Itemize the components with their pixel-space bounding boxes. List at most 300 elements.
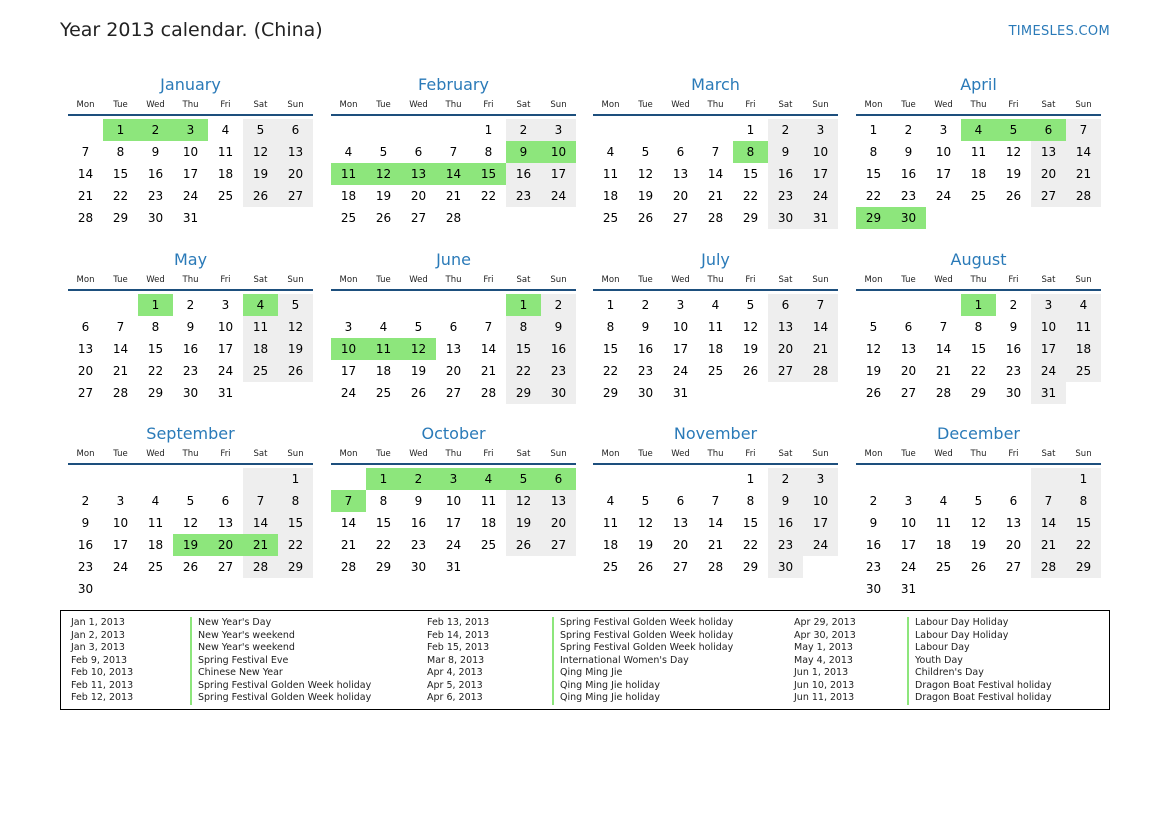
weekday-label: Sun [287, 99, 304, 110]
day-cell: 8 [278, 490, 313, 512]
holiday-day-cell: 8 [733, 141, 768, 163]
day-cell: 28 [803, 360, 838, 382]
day-cell: 31 [1031, 382, 1066, 404]
holiday-day-cell: 29 [856, 207, 891, 229]
day-cell: 26 [742, 364, 759, 378]
day-cell: 7 [484, 320, 493, 334]
day-cell: 22 [1066, 534, 1101, 556]
day-cell: 14 [77, 167, 94, 181]
weekday-label: Mon [864, 448, 883, 459]
page-title: Year 2013 calendar. (China) [60, 19, 323, 41]
holiday-day-cell: 1 [961, 294, 996, 316]
day-cell-empty [331, 294, 366, 316]
weekday-label: Fri [745, 448, 756, 459]
legend-date: May 1, 2013 [794, 642, 853, 653]
weekday-label: Thu [707, 448, 724, 459]
month-title: February [418, 75, 489, 94]
day-cell: 12 [637, 516, 654, 530]
day-cell: 5 [641, 494, 650, 508]
day-cell: 12 [970, 516, 987, 530]
day-cell: 23 [77, 560, 94, 574]
day-cell: 17 [112, 538, 129, 552]
day-grid [593, 291, 838, 404]
day-cell: 9 [768, 490, 803, 512]
day-cell: 9 [1009, 320, 1018, 334]
legend-holiday-name: Qing Ming Jie [552, 667, 622, 680]
day-cell: 7 [449, 145, 458, 159]
holiday-day-cell: 1 [506, 294, 541, 316]
day-cell: 21 [77, 189, 94, 203]
weekday-label: Wed [146, 99, 165, 110]
month-title: November [673, 424, 758, 443]
day-cell: 8 [746, 494, 755, 508]
legend-holiday-name: International Women's Day [552, 655, 689, 668]
day-cell: 27 [1005, 560, 1022, 574]
legend-holiday-name: Spring Festival Golden Week holiday [552, 642, 733, 655]
day-cell: 13 [672, 516, 689, 530]
month-october [331, 423, 576, 578]
day-cell-empty [593, 119, 628, 141]
day-cell-empty [628, 468, 663, 490]
day-cell: 26 [637, 560, 654, 574]
weekday-label: Sat [516, 448, 531, 459]
weekday-label: Thu [182, 274, 199, 285]
weekday-label: Sat [778, 99, 793, 110]
day-cell: 23 [768, 185, 803, 207]
day-cell: 24 [112, 560, 129, 574]
day-cell: 15 [375, 516, 392, 530]
day-cell: 11 [217, 145, 234, 159]
day-cell: 24 [803, 534, 838, 556]
month-august [856, 249, 1101, 404]
day-cell: 1 [746, 472, 755, 486]
day-grid [856, 465, 1101, 600]
day-cell: 9 [186, 320, 195, 334]
weekday-label: Thu [970, 274, 987, 285]
day-cell: 2 [541, 294, 576, 316]
day-cell: 19 [742, 342, 759, 356]
weekday-label: Thu [445, 448, 462, 459]
day-cell: 6 [676, 494, 685, 508]
day-cell: 24 [217, 364, 234, 378]
day-cell: 26 [410, 386, 427, 400]
day-cell-empty [856, 468, 891, 490]
weekday-label: Sun [812, 99, 829, 110]
day-cell: 25 [243, 360, 278, 382]
day-cell: 29 [147, 386, 164, 400]
weekday-label: Mon [864, 274, 883, 285]
day-cell: 3 [939, 123, 948, 137]
weekday-label: Fri [220, 274, 231, 285]
day-cell: 16 [768, 163, 803, 185]
day-cell: 8 [379, 494, 388, 508]
legend-holiday-name: Children's Day [907, 667, 984, 680]
day-cell-empty [1031, 468, 1066, 490]
weekday-header [593, 95, 838, 116]
legend-holiday-name: Qing Ming Jie holiday [552, 680, 660, 693]
day-cell: 12 [1005, 145, 1022, 159]
weekday-label: Sat [1041, 99, 1056, 110]
weekday-label: Wed [409, 99, 428, 110]
day-cell: 31 [217, 386, 234, 400]
legend-date: Feb 15, 2013 [427, 642, 490, 653]
day-cell: 6 [221, 494, 230, 508]
day-cell: 13 [1031, 141, 1066, 163]
weekday-label: Sun [550, 448, 567, 459]
day-cell: 26 [506, 534, 541, 556]
weekday-label: Thu [707, 99, 724, 110]
day-cell: 7 [939, 320, 948, 334]
day-cell-empty [366, 294, 401, 316]
day-cell-empty [103, 468, 138, 490]
weekday-header [331, 270, 576, 291]
day-cell: 1 [606, 298, 615, 312]
day-cell: 5 [414, 320, 423, 334]
weekday-label: Wed [934, 448, 953, 459]
day-cell: 27 [77, 386, 94, 400]
day-cell: 8 [606, 320, 615, 334]
site-link[interactable]: TIMESLES.COM [1008, 24, 1110, 39]
day-cell: 1 [869, 123, 878, 137]
weekday-label: Mon [601, 448, 620, 459]
day-cell: 16 [1005, 342, 1022, 356]
weekday-label: Tue [638, 448, 653, 459]
legend-date: Feb 11, 2013 [71, 679, 134, 691]
day-cell: 2 [506, 119, 541, 141]
day-cell: 20 [672, 538, 689, 552]
weekday-label: Thu [707, 274, 724, 285]
weekday-label: Tue [113, 99, 128, 110]
legend-holiday-name: New Year's weekend [190, 642, 295, 655]
weekday-label: Tue [901, 274, 916, 285]
day-cell: 2 [641, 298, 650, 312]
day-cell: 15 [742, 167, 759, 181]
day-cell: 16 [637, 342, 654, 356]
weekday-label: Tue [113, 274, 128, 285]
weekday-label: Fri [220, 448, 231, 459]
day-cell-empty [926, 294, 961, 316]
month-september [68, 423, 313, 600]
weekday-label: Fri [745, 99, 756, 110]
legend-date: Feb 14, 2013 [427, 629, 490, 641]
day-cell: 10 [935, 145, 952, 159]
day-cell: 13 [445, 342, 462, 356]
day-cell: 10 [445, 494, 462, 508]
holiday-day-cell: 30 [891, 207, 926, 229]
legend-date: Jun 11, 2013 [794, 692, 855, 703]
day-cell: 30 [768, 556, 803, 578]
weekday-header [856, 270, 1101, 291]
day-cell: 21 [340, 538, 357, 552]
day-cell: 9 [81, 516, 90, 530]
weekday-label: Thu [445, 274, 462, 285]
day-cell: 15 [147, 342, 164, 356]
day-cell: 27 [410, 211, 427, 225]
day-cell-empty [173, 468, 208, 490]
day-cell: 31 [803, 207, 838, 229]
day-cell: 16 [865, 538, 882, 552]
day-cell: 23 [1005, 364, 1022, 378]
weekday-label: Wed [934, 99, 953, 110]
weekday-label: Thu [182, 99, 199, 110]
day-cell: 17 [1031, 338, 1066, 360]
legend-date: Apr 29, 2013 [794, 617, 856, 628]
day-cell: 25 [147, 560, 164, 574]
day-cell: 4 [939, 494, 948, 508]
day-cell: 16 [77, 538, 94, 552]
weekday-label: Mon [601, 274, 620, 285]
day-cell-empty [243, 468, 278, 490]
weekday-label: Sat [1041, 448, 1056, 459]
day-cell-empty [856, 294, 891, 316]
weekday-label: Sun [287, 274, 304, 285]
day-cell: 11 [707, 320, 724, 334]
day-cell: 30 [768, 207, 803, 229]
day-cell: 12 [506, 490, 541, 512]
day-grid [331, 291, 576, 404]
day-cell: 24 [445, 538, 462, 552]
day-cell: 20 [410, 189, 427, 203]
day-cell: 11 [1066, 316, 1101, 338]
month-title: December [937, 424, 1020, 443]
weekday-label: Mon [76, 448, 95, 459]
month-title: April [960, 75, 997, 94]
day-cell: 6 [1009, 494, 1018, 508]
holiday-day-cell: 10 [541, 141, 576, 163]
month-title: May [173, 250, 208, 269]
day-cell: 13 [278, 141, 313, 163]
day-cell-empty [138, 468, 173, 490]
weekday-label: Tue [901, 448, 916, 459]
legend-date: Apr 5, 2013 [427, 679, 483, 691]
day-cell: 6 [278, 119, 313, 141]
day-cell: 5 [746, 298, 755, 312]
day-cell: 31 [182, 211, 199, 225]
day-cell-empty [331, 119, 366, 141]
day-cell: 4 [711, 298, 720, 312]
day-cell: 28 [77, 211, 94, 225]
month-title: October [421, 424, 486, 443]
day-cell: 23 [147, 189, 164, 203]
day-cell: 15 [865, 167, 882, 181]
holiday-day-cell: 13 [401, 163, 436, 185]
day-cell: 19 [506, 512, 541, 534]
holiday-day-cell: 9 [506, 141, 541, 163]
weekday-label: Wed [671, 99, 690, 110]
weekday-label: Sun [550, 99, 567, 110]
day-cell: 28 [935, 386, 952, 400]
day-cell: 18 [970, 167, 987, 181]
legend-date: Apr 6, 2013 [427, 692, 483, 703]
day-cell: 21 [707, 538, 724, 552]
day-cell: 18 [217, 167, 234, 181]
holiday-day-cell: 15 [471, 163, 506, 185]
day-cell: 15 [278, 512, 313, 534]
day-cell-empty [331, 468, 366, 490]
day-cell: 5 [243, 119, 278, 141]
day-cell: 28 [445, 211, 462, 225]
day-cell: 29 [506, 382, 541, 404]
day-cell: 27 [672, 560, 689, 574]
day-cell: 22 [480, 189, 497, 203]
day-cell: 29 [1066, 556, 1101, 578]
day-cell: 19 [865, 364, 882, 378]
day-cell: 20 [1031, 163, 1066, 185]
day-cell: 16 [768, 512, 803, 534]
day-cell: 24 [900, 560, 917, 574]
day-cell: 8 [484, 145, 493, 159]
month-title: September [146, 424, 235, 443]
weekday-label: Mon [601, 99, 620, 110]
day-cell-empty [436, 294, 471, 316]
day-cell: 10 [672, 320, 689, 334]
day-cell: 6 [676, 145, 685, 159]
weekday-header [593, 444, 838, 465]
month-december [856, 423, 1101, 600]
day-cell: 30 [410, 560, 427, 574]
legend-holiday-name: Spring Festival Golden Week holiday [190, 692, 371, 705]
day-cell: 13 [541, 490, 576, 512]
day-cell-empty [961, 468, 996, 490]
weekday-label: Thu [445, 99, 462, 110]
day-cell: 19 [1005, 167, 1022, 181]
day-cell-empty [698, 119, 733, 141]
day-cell: 18 [935, 538, 952, 552]
month-title: January [160, 75, 221, 94]
day-cell: 27 [1031, 185, 1066, 207]
day-cell: 2 [768, 468, 803, 490]
day-cell-empty [628, 119, 663, 141]
day-cell: 7 [803, 294, 838, 316]
day-cell-empty [366, 119, 401, 141]
day-cell: 13 [768, 316, 803, 338]
day-cell: 5 [379, 145, 388, 159]
day-cell: 14 [935, 342, 952, 356]
day-cell: 30 [865, 582, 882, 596]
day-cell: 4 [221, 123, 230, 137]
day-cell: 28 [1031, 556, 1066, 578]
weekday-label: Mon [76, 99, 95, 110]
day-cell: 20 [768, 338, 803, 360]
legend-date: Feb 9, 2013 [71, 654, 128, 666]
day-cell: 25 [340, 211, 357, 225]
day-cell: 24 [182, 189, 199, 203]
day-cell: 11 [480, 494, 497, 508]
day-cell: 28 [243, 556, 278, 578]
day-cell: 26 [278, 360, 313, 382]
weekday-label: Fri [1008, 448, 1019, 459]
day-cell: 4 [606, 145, 615, 159]
day-cell: 21 [112, 364, 129, 378]
day-cell: 18 [602, 538, 619, 552]
weekday-label: Mon [339, 99, 358, 110]
month-title: August [950, 250, 1007, 269]
day-cell-empty [593, 468, 628, 490]
day-cell: 6 [414, 145, 423, 159]
day-cell: 25 [480, 538, 497, 552]
weekday-label: Sun [1075, 99, 1092, 110]
month-november [593, 423, 838, 578]
day-cell: 22 [112, 189, 129, 203]
weekday-label: Sat [516, 99, 531, 110]
day-grid [68, 465, 313, 600]
day-cell: 11 [602, 167, 619, 181]
day-cell: 28 [340, 560, 357, 574]
weekday-header [68, 95, 313, 116]
day-cell: 26 [1005, 189, 1022, 203]
holiday-day-cell: 14 [436, 163, 471, 185]
legend-date: Jun 10, 2013 [794, 679, 855, 691]
day-cell: 25 [375, 386, 392, 400]
legend-holiday-name: Dragon Boat Festival holiday [907, 692, 1052, 705]
day-cell: 6 [449, 320, 458, 334]
weekday-header [68, 270, 313, 291]
day-cell: 21 [1066, 163, 1101, 185]
day-cell: 31 [672, 386, 689, 400]
day-cell: 3 [803, 468, 838, 490]
day-cell: 20 [672, 189, 689, 203]
day-cell: 1 [278, 468, 313, 490]
day-cell: 13 [217, 516, 234, 530]
day-cell: 4 [344, 145, 353, 159]
day-cell: 14 [1066, 141, 1101, 163]
day-cell: 7 [711, 494, 720, 508]
day-grid [331, 116, 576, 229]
day-cell: 23 [768, 534, 803, 556]
day-cell: 29 [602, 386, 619, 400]
day-cell: 30 [637, 386, 654, 400]
holiday-day-cell: 4 [243, 294, 278, 316]
day-cell: 17 [340, 364, 357, 378]
day-cell: 28 [1066, 185, 1101, 207]
day-cell-empty [926, 468, 961, 490]
day-cell: 10 [182, 145, 199, 159]
day-cell: 28 [707, 211, 724, 225]
weekday-header [331, 444, 576, 465]
weekday-label: Tue [638, 99, 653, 110]
weekday-label: Thu [970, 448, 987, 459]
day-cell: 19 [637, 189, 654, 203]
day-cell: 8 [1066, 490, 1101, 512]
day-cell: 2 [186, 298, 195, 312]
day-cell: 9 [768, 141, 803, 163]
weekday-label: Sat [253, 274, 268, 285]
day-cell: 14 [707, 516, 724, 530]
day-cell: 10 [1031, 316, 1066, 338]
holiday-day-cell: 7 [331, 490, 366, 512]
day-cell: 10 [900, 516, 917, 530]
day-cell: 17 [900, 538, 917, 552]
day-cell: 7 [1066, 119, 1101, 141]
day-cell: 1 [1066, 468, 1101, 490]
day-cell: 5 [641, 145, 650, 159]
day-cell: 24 [1031, 360, 1066, 382]
day-cell: 11 [243, 316, 278, 338]
day-cell: 4 [1066, 294, 1101, 316]
day-cell: 19 [410, 364, 427, 378]
day-cell: 29 [278, 556, 313, 578]
day-cell: 20 [77, 364, 94, 378]
legend-date: Jan 2, 2013 [71, 629, 125, 641]
holiday-day-cell: 5 [996, 119, 1031, 141]
day-cell: 17 [803, 163, 838, 185]
day-cell: 17 [672, 342, 689, 356]
holiday-day-cell: 11 [366, 338, 401, 360]
day-cell-empty [891, 294, 926, 316]
day-cell: 26 [970, 560, 987, 574]
day-cell: 2 [869, 494, 878, 508]
day-cell: 19 [375, 189, 392, 203]
